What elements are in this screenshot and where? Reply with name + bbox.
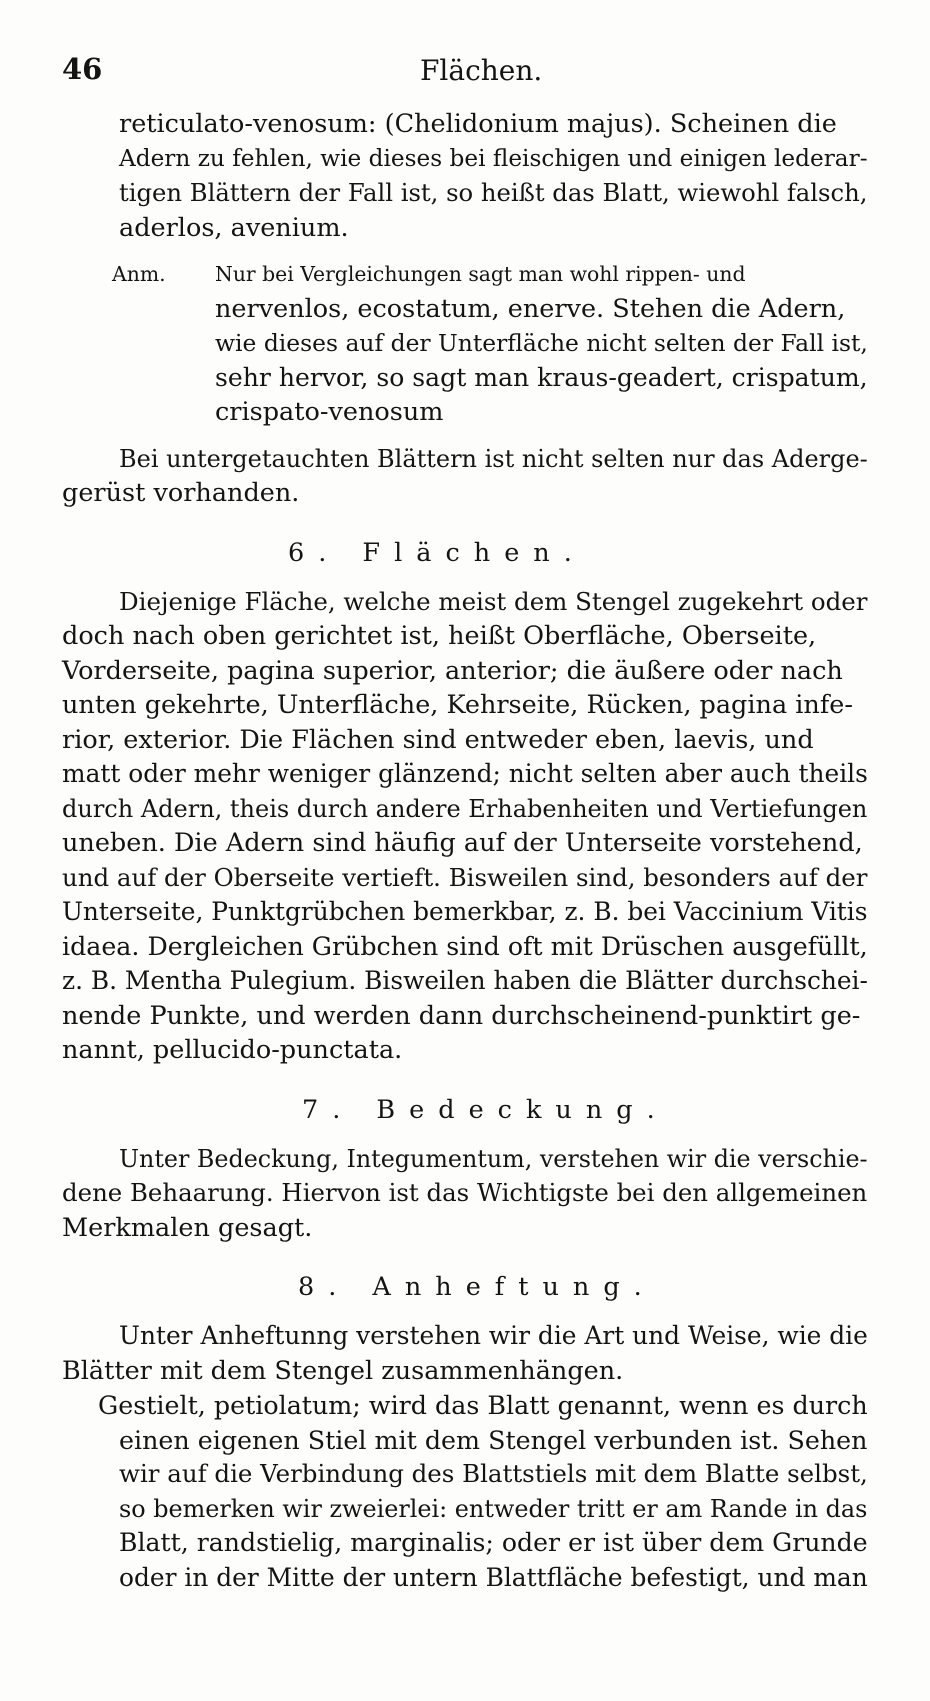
note-line	[62, 257, 868, 292]
text-line: doch nach oben gerichtet ist, heißt Oberfläche, Oberseite,	[62, 621, 817, 651]
text-line: Merkmalen gesagt.	[62, 1212, 313, 1243]
text-line: Vorderseite, pagina superior, anterior; die äußere oder nach	[62, 655, 843, 686]
text-line: gerüst vorhanden.	[62, 478, 300, 508]
section-heading-7: 7. Bedeckung.	[302, 1094, 669, 1125]
text-line: uneben. Die Adern sind häufig auf der Unterseite vorstehend,	[62, 828, 863, 858]
text-line: Gestielt, petiolatum; wird das Blatt genannt, wenn es durch	[98, 1390, 868, 1420]
text-line: oder in der Mitte der untern Blattfläche befestigt, und man	[119, 1562, 868, 1592]
text-line: z. B. Mentha Pulegium. Bisweilen haben die Blätter durchschei-	[62, 966, 868, 995]
text-line: Blätter mit dem Stengel zusammenhängen.	[62, 1355, 624, 1386]
text-line: Bei untergetauchten Blättern ist nicht selten nur das Aderge-	[119, 444, 868, 473]
text-line: nende Punkte, und werden dann durchscheinend-punktirt ge-	[62, 1000, 861, 1031]
note-line: crispato-venosum	[215, 397, 444, 427]
text-line: wir auf die Verbindung des Blattstiels mit dem Blatte selbst,	[119, 1459, 868, 1488]
text-line: matt oder mehr weniger glänzend; nicht selten aber auch theils	[62, 759, 868, 788]
text-line: Unterseite, Punktgrübchen bemerkbar, z. B. bei Vaccinium Vitis	[62, 897, 868, 926]
text-line: reticulato-venosum: (Chelidonium majus). Scheinen die	[119, 109, 837, 139]
text-line: und auf der Oberseite vertieft. Bisweilen sind, besonders auf der	[62, 862, 868, 892]
note-line: wie dieses auf der Unterfläche nicht selten der Fall ist,	[215, 329, 868, 357]
text-line: Adern zu fehlen, wie dieses bei fleischigen und einigen lederar-	[119, 144, 868, 172]
section-heading-6: 6. Flächen.	[288, 537, 586, 568]
note-line: sehr hervor, so sagt man kraus-geadert, crispatum,	[215, 362, 868, 392]
running-head: Flächen.	[420, 54, 543, 87]
page-body	[62, 107, 868, 1595]
note-text: Nur bei Vergleichungen sagt man wohl rippen- und	[215, 262, 746, 286]
text-line: Unter Anheftunng verstehen wir die Art und Weise, wie die	[119, 1321, 868, 1350]
text-line: Unter Bedeckung, Integumentum, verstehen wir die verschie-	[119, 1144, 868, 1173]
section-heading-8: 8. Anheftung.	[298, 1272, 656, 1302]
text-line: Blatt, randstielig, marginalis; oder er ist über dem Grunde	[119, 1528, 868, 1557]
text-line: so bemerken wir zweierlei: entweder tritt er am Rande in das	[119, 1494, 868, 1523]
note-line: nervenlos, ecostatum, enerve. Stehen die Adern,	[215, 293, 846, 324]
text-line: unten gekehrte, Unterfläche, Kehrseite, Rücken, pagina infe-	[62, 690, 853, 720]
page-header	[62, 52, 868, 92]
text-line: einen eigenen Stiel mit dem Stengel verbunden ist. Sehen	[119, 1424, 868, 1455]
page-number: 46	[62, 52, 103, 86]
text-line: nannt, pellucido-punctata.	[62, 1035, 403, 1065]
text-line: dene Behaarung. Hiervon ist das Wichtigste bei den allgemeinen	[62, 1178, 868, 1207]
note-label: Anm.	[112, 262, 166, 286]
text-line: tigen Blättern der Fall ist, so heißt das Blatt, wiewohl falsch,	[119, 178, 868, 207]
text-line: durch Adern, theis durch andere Erhabenheiten und Vertiefungen	[62, 794, 868, 823]
text-line: aderlos, avenium.	[119, 212, 349, 243]
text-line: Diejenige Fläche, welche meist dem Stengel zugekehrt oder	[119, 586, 868, 616]
text-line: idaea. Dergleichen Grübchen sind oft mit Drüschen ausgefüllt,	[62, 931, 868, 961]
text-line: rior, exterior. Die Flächen sind entweder eben, laevis, und	[62, 724, 814, 755]
